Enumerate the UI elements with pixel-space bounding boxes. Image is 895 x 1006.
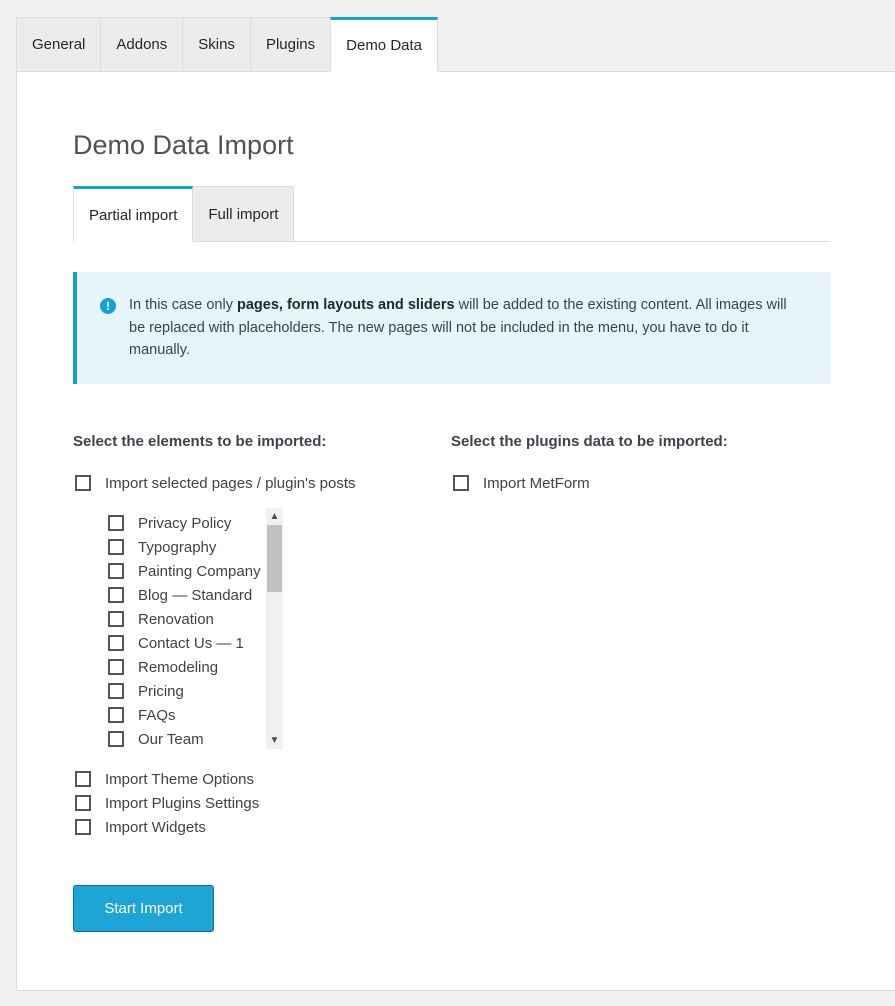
page-label: Pricing [138,682,184,700]
page-checkbox[interactable] [108,515,124,531]
page-checkbox[interactable] [108,611,124,627]
list-item[interactable] [108,561,261,581]
start-import-button[interactable]: Start Import [73,885,214,932]
pages-list[interactable] [103,508,284,749]
import-theme-options-label: Import Theme Options [105,770,254,788]
import-pages-checkbox[interactable] [75,475,91,491]
top-tabs [16,17,438,72]
page-checkbox[interactable] [108,635,124,651]
list-item[interactable] [108,705,176,725]
list-item[interactable] [108,537,216,557]
list-item[interactable] [108,585,252,605]
page-label: FAQs [138,706,176,724]
notice-text-before: In this case only [129,297,237,313]
notice-text-after: will be added to the existing content. All images will be replaced with placeholders. The new pages will not be included in the menu, you have to do it manually. [129,297,787,358]
import-widgets-row[interactable] [75,817,206,837]
import-pages-checkbox-row[interactable] [75,473,356,493]
import-theme-options-row[interactable] [75,769,254,789]
page-label: Contact Us — 1 [138,634,244,652]
page-label: Painting Company [138,562,261,580]
pages-list-scrollbar[interactable] [266,508,283,749]
import-metform-row[interactable] [453,473,590,493]
import-metform-label: Import MetForm [483,474,590,492]
import-pages-label: Import selected pages / plugin's posts [105,474,356,492]
plugins-heading: Select the plugins data to be imported: [451,433,728,450]
tab-general[interactable]: General [16,17,100,72]
info-notice [73,272,830,384]
page-label: Our Team [138,730,204,748]
list-item[interactable] [108,729,204,749]
page-checkbox[interactable] [108,683,124,699]
page-checkbox[interactable] [108,539,124,555]
page-title: Demo Data Import [73,130,294,160]
tab-skins[interactable]: Skins [182,17,250,72]
import-widgets-checkbox[interactable] [75,819,91,835]
page-label: Blog — Standard [138,586,253,604]
list-item[interactable] [108,657,218,677]
import-plugins-settings-row[interactable] [75,793,259,813]
info-icon: ! [100,298,116,314]
page-checkbox[interactable] [108,563,124,579]
page-label: Privacy Policy [138,514,232,532]
page-label: Remodeling [138,658,219,676]
page-checkbox[interactable] [108,707,124,723]
import-theme-options-checkbox[interactable] [75,771,91,787]
notice-text-bold: pages, form layouts and sliders [237,297,455,313]
list-item[interactable] [108,609,214,629]
import-plugins-settings-checkbox[interactable] [75,795,91,811]
scroll-thumb[interactable] [267,525,282,592]
list-item[interactable] [108,633,244,653]
elements-heading: Select the elements to be imported: [73,433,327,450]
tab-plugins[interactable]: Plugins [250,17,330,72]
scroll-up-icon[interactable]: ▲ [269,511,280,522]
page-checkbox[interactable] [108,659,124,675]
list-item[interactable] [108,681,184,701]
page-label: Typography [138,538,217,556]
tab-demo-data[interactable]: Demo Data [330,17,438,72]
import-plugins-settings-label: Import Plugins Settings [105,794,260,812]
tab-full-import[interactable]: Full import [193,186,294,242]
import-widgets-label: Import Widgets [105,818,206,836]
tab-partial-import[interactable]: Partial import [73,186,193,243]
list-item[interactable] [108,513,231,533]
tab-addons[interactable]: Addons [100,17,182,72]
page-label: Renovation [138,610,214,628]
page-checkbox[interactable] [108,731,124,747]
scroll-down-icon[interactable]: ▼ [269,735,280,746]
import-metform-checkbox[interactable] [453,475,469,491]
import-mode-tabs [73,186,830,242]
page-checkbox[interactable] [108,587,124,603]
